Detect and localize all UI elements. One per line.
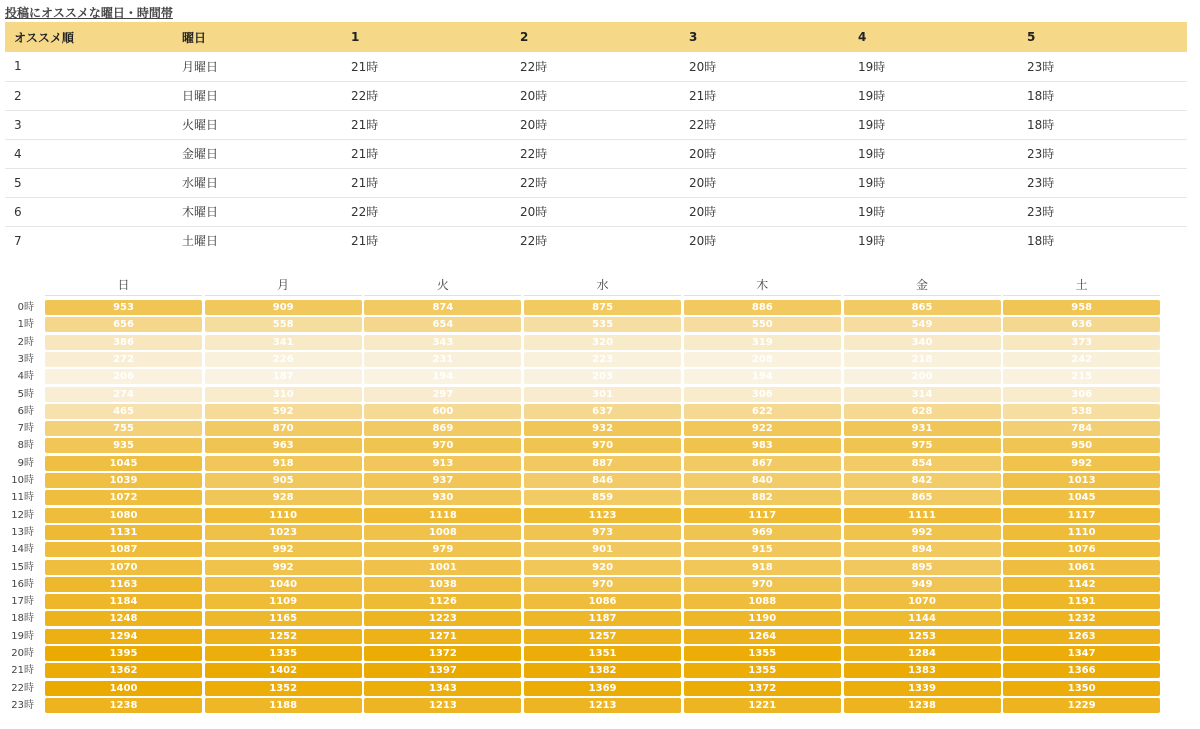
heatmap-cell: 1253 [844, 629, 1001, 644]
cell-hour: 22時 [511, 168, 680, 197]
heatmap-cell: 310 [205, 387, 362, 402]
heatmap-cell: 1294 [45, 629, 202, 644]
heatmap-cell: 1123 [524, 508, 681, 523]
cell-hour: 22時 [342, 81, 511, 110]
heatmap-row-label: 21時 [11, 665, 34, 677]
heatmap-cell: 1229 [1003, 698, 1160, 713]
heatmap-cell: 636 [1003, 317, 1160, 332]
heatmap-cell: 979 [364, 542, 521, 557]
heatmap-row-label: 10時 [11, 475, 34, 486]
heatmap-cell: 1402 [205, 663, 362, 678]
heatmap-cell: 1080 [45, 508, 202, 523]
heatmap-cell: 1264 [684, 629, 841, 644]
heatmap-cell: 865 [844, 490, 1001, 505]
heatmap-cell: 373 [1003, 335, 1160, 350]
heatmap-row-label: 9時 [17, 457, 34, 469]
heatmap-cell: 272 [45, 352, 202, 367]
heatmap-column-header: 木 [756, 278, 769, 292]
heatmap-row-label: 19時 [11, 630, 34, 642]
header-slot-1: 1 [342, 22, 511, 52]
heatmap-cell: 535 [524, 317, 681, 332]
heatmap-cell: 874 [364, 300, 521, 315]
heatmap-cell: 870 [205, 421, 362, 436]
cell-hour: 20時 [511, 81, 680, 110]
heatmap-cell: 1038 [364, 577, 521, 592]
heatmap-cell: 1070 [45, 560, 202, 575]
cell-rank: 5 [5, 168, 173, 197]
heatmap-cell: 600 [364, 404, 521, 419]
heatmap-row-label: 22時 [11, 682, 34, 694]
heatmap-cell: 1191 [1003, 594, 1160, 609]
heatmap-row-label: 15時 [11, 561, 34, 573]
heatmap-cell: 1088 [684, 594, 841, 609]
cell-hour: 19時 [849, 168, 1018, 197]
heatmap-header-divider [364, 295, 521, 296]
heatmap-cell: 922 [684, 421, 841, 436]
heatmap-cell: 319 [684, 335, 841, 350]
heatmap-cell: 637 [524, 404, 681, 419]
heatmap-row-label: 6時 [17, 405, 34, 417]
header-slot-4: 4 [849, 22, 1018, 52]
heatmap-cell: 1109 [205, 594, 362, 609]
heatmap-cell: 920 [524, 560, 681, 575]
cell-hour: 20時 [680, 52, 849, 81]
heatmap-row-label: 7時 [17, 423, 34, 435]
heatmap-cell: 970 [524, 438, 681, 453]
heatmap-row-label: 0時 [17, 302, 34, 313]
heatmap-cell: 846 [524, 473, 681, 488]
cell-hour: 21時 [351, 234, 379, 249]
heatmap-cell: 1397 [364, 663, 521, 678]
cell-hour: 20時 [680, 168, 849, 197]
cell-rank: 1 [5, 52, 173, 81]
heatmap-cell: 1144 [844, 611, 1001, 626]
cell-hour: 22時 [680, 110, 849, 139]
heatmap-header-divider [844, 295, 1001, 296]
heatmap-cell: 930 [364, 490, 521, 505]
header-weekday: 曜日 [173, 22, 342, 52]
section-title: 投稿にオススメな曜日・時間帯 [5, 6, 173, 20]
cell-hour: 20時 [680, 139, 849, 168]
heatmap-cell: 320 [524, 335, 681, 350]
heatmap-cell: 1187 [524, 611, 681, 626]
heatmap-cell: 226 [205, 352, 362, 367]
heatmap-cell: 622 [684, 404, 841, 419]
heatmap-row-label: 14時 [11, 544, 34, 556]
heatmap-cell: 656 [45, 317, 202, 332]
heatmap-cell: 1023 [205, 525, 362, 540]
heatmap-cell: 1223 [364, 611, 521, 626]
heatmap-cell: 1086 [524, 594, 681, 609]
heatmap-cell: 875 [524, 300, 681, 315]
heatmap-row-label: 17時 [11, 596, 34, 608]
heatmap-cell: 465 [45, 404, 202, 419]
cell-hour: 22時 [511, 52, 680, 81]
heatmap-row-label: 20時 [11, 648, 34, 659]
heatmap-row-label: 3時 [17, 353, 34, 365]
heatmap-cell: 194 [684, 369, 841, 384]
heatmap-cell: 1117 [1003, 508, 1160, 523]
heatmap-cell: 1213 [364, 698, 521, 713]
cell-hour: 19時 [849, 52, 1018, 81]
cell-hour: 23時 [1018, 139, 1187, 168]
heatmap-cell: 306 [684, 387, 841, 402]
heatmap-cell: 1117 [684, 508, 841, 523]
heatmap-cell: 895 [844, 560, 1001, 575]
heatmap-cell: 1347 [1003, 646, 1160, 661]
heatmap-row-label: 16時 [11, 578, 34, 590]
cell-hour: 21時 [342, 110, 511, 139]
heatmap-column-header: 日 [117, 278, 130, 292]
heatmap-row-label: 11時 [11, 492, 34, 504]
heatmap-cell: 1072 [45, 490, 202, 505]
cell-hour: 21時 [342, 168, 511, 197]
heatmap-header-divider [205, 295, 362, 296]
cell-hour: 19時 [849, 139, 1018, 168]
heatmap-cell: 1366 [1003, 663, 1160, 678]
heatmap-header-divider [684, 295, 841, 296]
heatmap-cell: 901 [524, 542, 681, 557]
heatmap-cell: 1045 [45, 456, 202, 471]
heatmap-cell: 218 [844, 352, 1001, 367]
heatmap-row-label: 8時 [17, 440, 34, 452]
heatmap-column-header: 土 [1075, 278, 1088, 292]
table-row [5, 52, 1187, 81]
header-slot-3: 3 [680, 22, 849, 52]
heatmap-cell: 314 [844, 387, 1001, 402]
heatmap-cell: 1248 [45, 611, 202, 626]
heatmap-cell: 963 [205, 438, 362, 453]
heatmap-cell: 1111 [844, 508, 1001, 523]
heatmap-cell: 1001 [364, 560, 521, 575]
heatmap-row-label: 1時 [17, 319, 34, 331]
heatmap-cell: 1061 [1003, 560, 1160, 575]
table-row [5, 226, 1187, 255]
heatmap-cell: 1118 [364, 508, 521, 523]
heatmap-cell: 208 [684, 352, 841, 367]
cell-weekday: 金曜日 [173, 139, 342, 168]
heatmap-cell: 203 [524, 369, 681, 384]
heatmap-cell: 784 [1003, 421, 1160, 436]
heatmap-cell: 1284 [844, 646, 1001, 661]
heatmap-row-label: 12時 [11, 509, 34, 521]
heatmap-cell: 840 [684, 473, 841, 488]
cell-rank: 2 [5, 81, 173, 110]
heatmap-cell: 859 [524, 490, 681, 505]
cell-weekday: 土曜日 [182, 234, 219, 249]
cell-hour: 20時 [680, 197, 849, 226]
heatmap-cell: 215 [1003, 369, 1160, 384]
heatmap-cell: 386 [45, 335, 202, 350]
cell-hour: 19時 [858, 234, 886, 249]
heatmap-cell: 187 [205, 369, 362, 384]
heatmap-cell: 913 [364, 456, 521, 471]
heatmap-cell: 918 [684, 560, 841, 575]
heatmap-cell: 1352 [205, 681, 362, 696]
heatmap-cell: 1335 [205, 646, 362, 661]
heatmap-cell: 1013 [1003, 473, 1160, 488]
heatmap-cell: 1257 [524, 629, 681, 644]
heatmap-header-divider [524, 295, 681, 296]
cell-hour: 21時 [342, 52, 511, 81]
heatmap-cell: 206 [45, 369, 202, 384]
heatmap-cell: 558 [205, 317, 362, 332]
heatmap-cell: 1232 [1003, 611, 1160, 626]
heatmap-cell: 1110 [1003, 525, 1160, 540]
heatmap-cell: 340 [844, 335, 1001, 350]
table-row [5, 197, 1187, 226]
heatmap-cell: 592 [205, 404, 362, 419]
heatmap-cell: 949 [844, 577, 1001, 592]
heatmap-cell: 628 [844, 404, 1001, 419]
table-row [5, 168, 1187, 197]
heatmap-cell: 887 [524, 456, 681, 471]
heatmap-cell: 1188 [205, 698, 362, 713]
heatmap-cell: 865 [844, 300, 1001, 315]
heatmap-cell: 1339 [844, 681, 1001, 696]
heatmap-cell: 755 [45, 421, 202, 436]
heatmap-cell: 343 [364, 335, 521, 350]
recommendation-table [5, 22, 1187, 255]
heatmap-cell: 1382 [524, 663, 681, 678]
heatmap-cell: 538 [1003, 404, 1160, 419]
cell-hour: 21時 [342, 139, 511, 168]
cell-hour: 18時 [1018, 110, 1187, 139]
heatmap-cell: 1126 [364, 594, 521, 609]
heatmap-column-header: 火 [436, 278, 449, 292]
heatmap-column-header: 水 [596, 278, 609, 292]
heatmap-cell: 882 [684, 490, 841, 505]
cell-weekday: 水曜日 [173, 168, 342, 197]
heatmap-cell: 1039 [45, 473, 202, 488]
heatmap-cell: 1350 [1003, 681, 1160, 696]
cell-rank: 4 [5, 139, 173, 168]
cell-weekday: 火曜日 [173, 110, 342, 139]
heatmap-row-label: 4時 [17, 371, 34, 383]
cell-hour: 21時 [680, 81, 849, 110]
heatmap-cell: 1076 [1003, 542, 1160, 557]
heatmap-cell: 842 [844, 473, 1001, 488]
heatmap-cell: 1190 [684, 611, 841, 626]
heatmap-cell: 297 [364, 387, 521, 402]
heatmap-cell: 1163 [45, 577, 202, 592]
heatmap-cell: 1087 [45, 542, 202, 557]
heatmap-cell: 905 [205, 473, 362, 488]
cell-hour: 19時 [849, 197, 1018, 226]
table-row [5, 139, 1187, 168]
cell-hour: 23時 [1018, 168, 1187, 197]
heatmap-cell: 1372 [364, 646, 521, 661]
heatmap-cell: 953 [45, 300, 202, 315]
heatmap-cell: 886 [684, 300, 841, 315]
heatmap-cell: 1221 [684, 698, 841, 713]
cell-weekday: 木曜日 [173, 197, 342, 226]
heatmap-cell: 975 [844, 438, 1001, 453]
header-slot-5: 5 [1018, 22, 1187, 52]
cell-weekday: 日曜日 [173, 81, 342, 110]
cell-hour: 18時 [1018, 81, 1187, 110]
cell-hour: 22時 [342, 197, 511, 226]
heatmap-cell: 970 [524, 577, 681, 592]
heatmap-header-divider [45, 295, 202, 296]
heatmap-cell: 1252 [205, 629, 362, 644]
heatmap-cell: 1271 [364, 629, 521, 644]
cell-weekday: 月曜日 [173, 52, 342, 81]
heatmap-cell: 1008 [364, 525, 521, 540]
heatmap-header-divider [1003, 295, 1160, 296]
heatmap-cell: 931 [844, 421, 1001, 436]
heatmap-cell: 935 [45, 438, 202, 453]
heatmap-cell: 1131 [45, 525, 202, 540]
heatmap-cell: 1372 [684, 681, 841, 696]
heatmap-cell: 1238 [844, 698, 1001, 713]
cell-hour: 22時 [511, 139, 680, 168]
heatmap-row-label: 18時 [11, 613, 34, 625]
heatmap-cell: 894 [844, 542, 1001, 557]
heatmap-cell: 223 [524, 352, 681, 367]
heatmap-cell: 909 [205, 300, 362, 315]
table-header-row [5, 22, 1187, 52]
heatmap-cell: 341 [205, 335, 362, 350]
heatmap-cell: 1184 [45, 594, 202, 609]
cell-hour: 23時 [1018, 197, 1187, 226]
heatmap-cell: 242 [1003, 352, 1160, 367]
cell-hour: 20時 [689, 234, 717, 249]
heatmap-row-label: 5時 [17, 388, 34, 400]
heatmap-cell: 869 [364, 421, 521, 436]
heatmap-cell: 1045 [1003, 490, 1160, 505]
heatmap-cell: 1238 [45, 698, 202, 713]
heatmap-cell: 1395 [45, 646, 202, 661]
heatmap-cell: 915 [684, 542, 841, 557]
heatmap-row-label: 13時 [11, 526, 34, 538]
heatmap-cell: 231 [364, 352, 521, 367]
heatmap-cell: 973 [524, 525, 681, 540]
heatmap-cell: 1400 [45, 681, 202, 696]
heatmap-cell: 550 [684, 317, 841, 332]
cell-rank: 3 [5, 110, 173, 139]
heatmap-cell: 1213 [524, 698, 681, 713]
heatmap-cell: 867 [684, 456, 841, 471]
heatmap-cell: 854 [844, 456, 1001, 471]
heatmap-cell: 992 [205, 542, 362, 557]
heatmap-cell: 992 [844, 525, 1001, 540]
heatmap-cell: 1263 [1003, 629, 1160, 644]
heatmap-cell: 1343 [364, 681, 521, 696]
header-slot-2: 2 [511, 22, 680, 52]
cell-rank: 7 [14, 233, 22, 248]
heatmap-cell: 983 [684, 438, 841, 453]
cell-hour: 19時 [849, 81, 1018, 110]
cell-hour: 19時 [849, 110, 1018, 139]
cell-rank: 6 [5, 197, 173, 226]
cell-hour: 20時 [511, 110, 680, 139]
heatmap-cell: 970 [364, 438, 521, 453]
heatmap-cell: 992 [205, 560, 362, 575]
cell-hour: 18時 [1027, 234, 1055, 249]
cell-hour: 22時 [520, 234, 548, 249]
heatmap-cell: 274 [45, 387, 202, 402]
heatmap-cell: 549 [844, 317, 1001, 332]
table-row [5, 81, 1187, 110]
heatmap-cell: 1369 [524, 681, 681, 696]
heatmap-cell: 654 [364, 317, 521, 332]
heatmap-cell: 970 [684, 577, 841, 592]
heatmap-cell: 1110 [205, 508, 362, 523]
heatmap-cell: 301 [524, 387, 681, 402]
heatmap-column-header: 月 [277, 278, 290, 292]
heatmap-cell: 918 [205, 456, 362, 471]
heatmap-cell: 1040 [205, 577, 362, 592]
heatmap-cell: 1362 [45, 663, 202, 678]
cell-hour: 23時 [1018, 52, 1187, 81]
heatmap-cell: 1142 [1003, 577, 1160, 592]
heatmap-cell: 992 [1003, 456, 1160, 471]
table-row [5, 110, 1187, 139]
heatmap-cell: 194 [364, 369, 521, 384]
heatmap-row-label: 23時 [11, 699, 34, 711]
heatmap-cell: 932 [524, 421, 681, 436]
heatmap-cell: 958 [1003, 300, 1160, 315]
heatmap-cell: 1355 [684, 646, 841, 661]
heatmap-cell: 1165 [205, 611, 362, 626]
heatmap-cell: 1383 [844, 663, 1001, 678]
heatmap-cell: 306 [1003, 387, 1160, 402]
heatmap-column-header: 金 [915, 278, 928, 292]
cell-hour: 20時 [511, 197, 680, 226]
header-rank: オススメ順 [5, 22, 173, 52]
heatmap-row-label: 2時 [17, 336, 34, 348]
heatmap-cell: 200 [844, 369, 1001, 384]
heatmap-cell: 969 [684, 525, 841, 540]
heatmap-cell: 1355 [684, 663, 841, 678]
heatmap-cell: 937 [364, 473, 521, 488]
heatmap-cell: 1070 [844, 594, 1001, 609]
heatmap-cell: 928 [205, 490, 362, 505]
heatmap-cell: 1351 [524, 646, 681, 661]
heatmap-cell: 950 [1003, 438, 1160, 453]
